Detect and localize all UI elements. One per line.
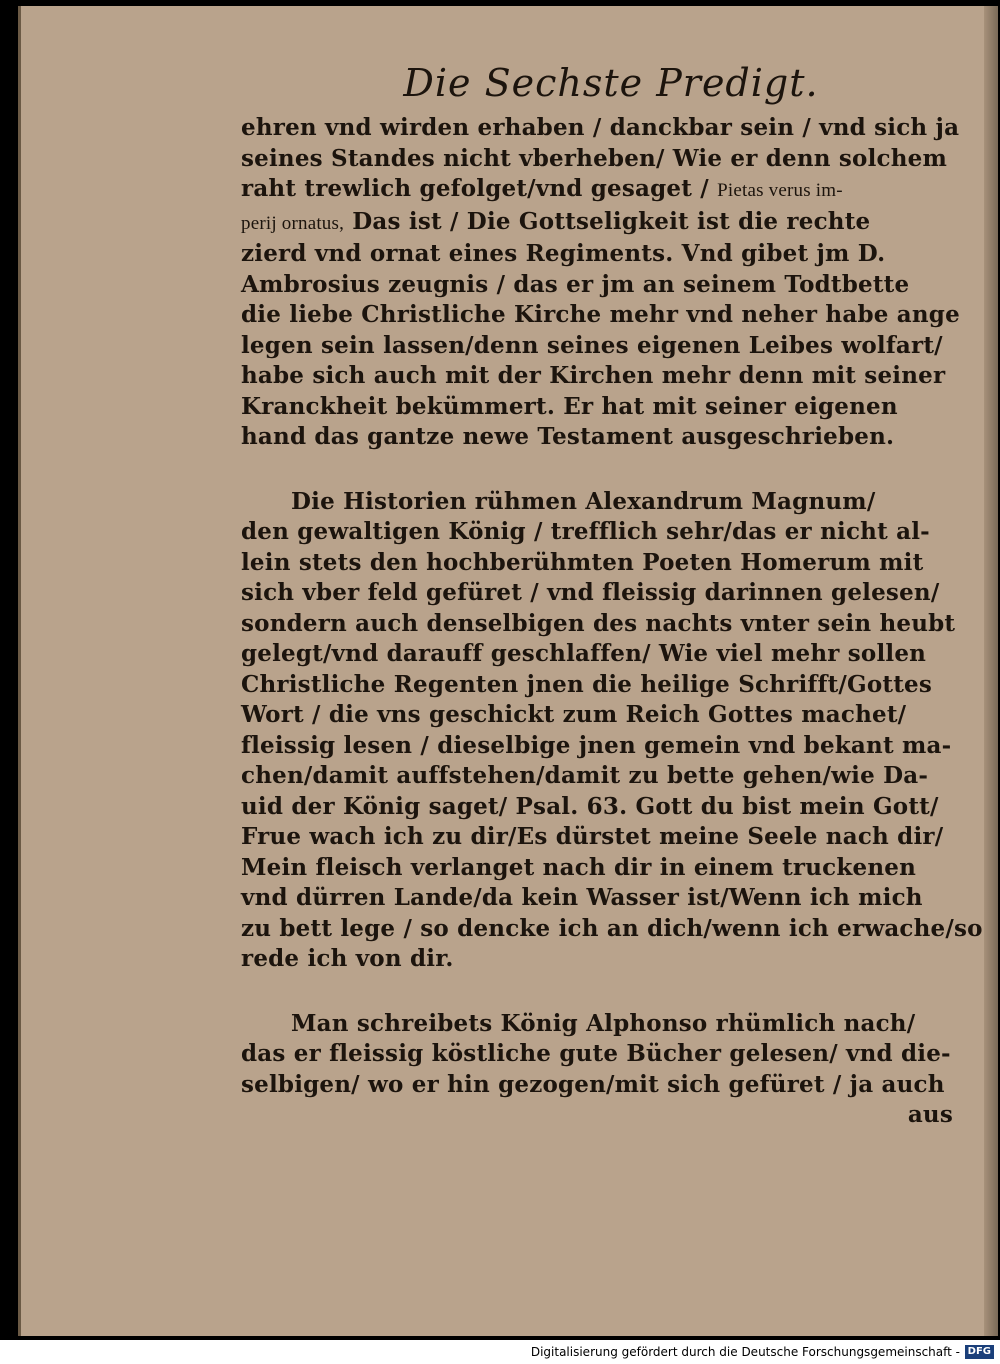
text-line: habe sich auch mit der Kirchen mehr denn mit seiner (241, 362, 946, 389)
text-line: perij ornatus, Das ist / Die Gottseligkeit ist die rechte (241, 207, 871, 235)
text-line: Wort / die vns geschickt zum Reich Gottes machet/ (241, 701, 907, 728)
text-line: legen sein lassen/denn seines eigenen Leibes wolfart/ (241, 331, 943, 359)
text-line: Frue wach ich zu dir/Es dürstet meine Seele nach dir/ (241, 823, 944, 850)
paragraph-gap (241, 453, 961, 487)
page-text (241, 61, 983, 1131)
text-line: zierd vnd ornat eines Regiments. Vnd gibet jm D. (241, 240, 886, 267)
text-line: uid der König saget/ Psal. 63. Gott du bist mein Gott/ (241, 792, 939, 820)
text-line: vnd dürren Lande/da kein Wasser ist/Wenn ich mich (241, 884, 923, 911)
catchword: aus (907, 1101, 953, 1128)
text-line: rede ich von dir. (241, 945, 454, 972)
text-line: Die Historien rühmen Alexandrum Magnum/ (291, 487, 876, 515)
text-line: den gewaltigen König / trefflich sehr/das er nicht al- (241, 518, 930, 545)
text-line: Christliche Regenten jnen die heilige Schrifft/Gottes (241, 670, 933, 698)
text-line: raht trewlich gefolget/vnd gesaget / Pietas verus im- (241, 175, 843, 202)
running-header: Die Sechste Predigt. (403, 61, 819, 105)
book-page (18, 6, 998, 1336)
text-line: ehren vnd wirden erhaben / danckbar sein / vnd sich ja (241, 114, 960, 141)
digitization-footer (0, 1340, 1000, 1364)
paragraph-gap (241, 975, 961, 1009)
text-line: die liebe Christliche Kirche mehr vnd neher habe ange (241, 301, 960, 328)
text-line: Ambrosius zeugnis / das er jm an seinem Todtbette (241, 270, 910, 298)
text-line: sondern auch denselbigen des nachts vnter sein heubt (241, 609, 956, 637)
paragraph-1 (241, 113, 961, 453)
text-line: chen/damit auffstehen/damit zu bette gehen/wie Da- (241, 762, 929, 789)
latin-quote-cont: perij ornatus, (241, 212, 345, 234)
text-line: zu bett lege / so dencke ich an dich/wenn ich erwache/so (241, 914, 983, 942)
text-line: das er fleissig köstliche gute Bücher gelesen/ vnd die- (241, 1040, 951, 1067)
text-line: gelegt/vnd darauff geschlaffen/ Wie viel mehr sollen (241, 640, 927, 667)
footer-credit: Digitalisierung gefördert durch die Deutsche Forschungsgemeinschaft - (530, 1345, 960, 1359)
text-line: selbigen/ wo er hin gezogen/mit sich gefüret / ja auch (241, 1070, 945, 1098)
text-line: sich vber feld gefüret / vnd fleissig darinnen gelesen/ (241, 579, 940, 606)
text-line: fleissig lesen / dieselbige jnen gemein vnd bekant ma- (241, 731, 952, 759)
page-edge (984, 6, 998, 1336)
text-line: hand das gantze newe Testament ausgeschrieben. (241, 423, 895, 450)
text-line: seines Standes nicht vberheben/ Wie er denn solchem (241, 144, 948, 172)
text-line: Kranckheit bekümmert. Er hat mit seiner eigenen (241, 392, 898, 420)
paragraph-2 (241, 487, 983, 975)
dfg-logo: DFG (965, 1345, 994, 1359)
text-line: Mein fleisch verlanget nach dir in einem truckenen (241, 853, 917, 881)
text-line: lein stets den hochberühmten Poeten Homerum mit (241, 548, 924, 576)
paragraph-3 (241, 1009, 961, 1131)
text-line: Man schreibets König Alphonso rhümlich nach/ (291, 1009, 916, 1037)
latin-quote: Pietas verus im- (717, 180, 843, 201)
